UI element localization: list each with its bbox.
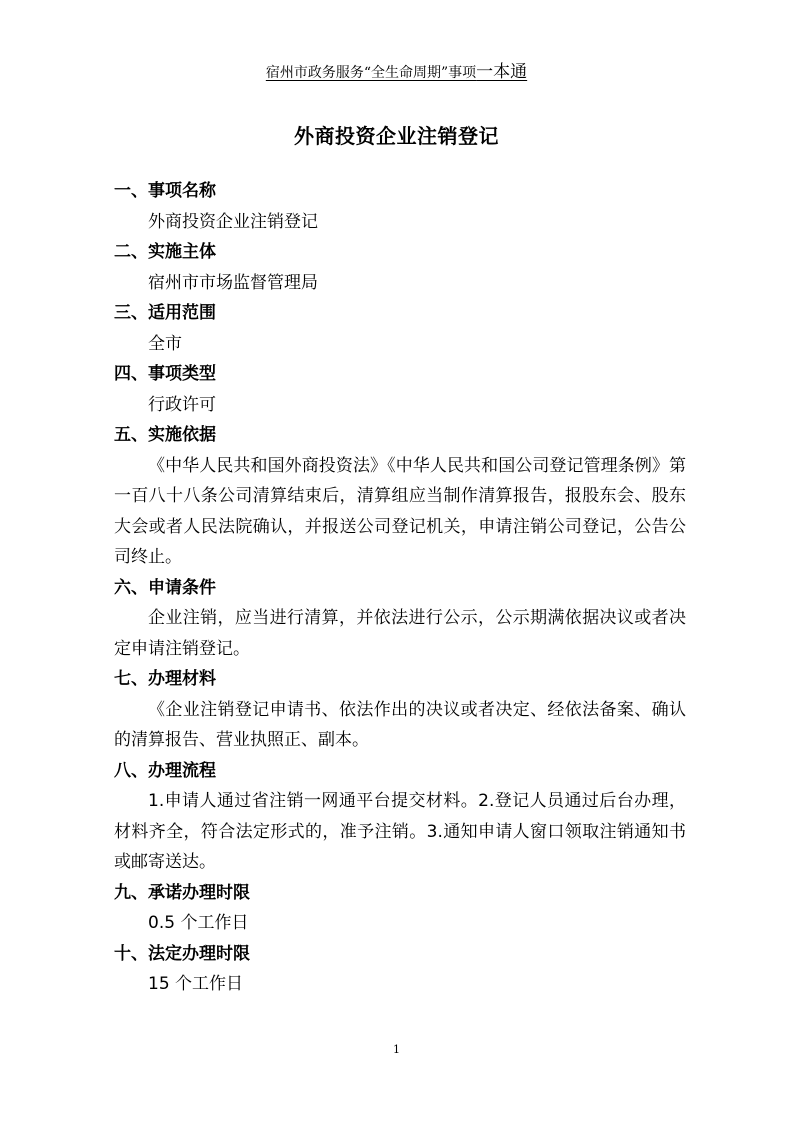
section-heading: 十、法定办理时限 <box>114 943 250 964</box>
section-materials <box>114 664 686 756</box>
section-legal-basis <box>114 420 686 573</box>
section-body: 全市 <box>148 333 182 354</box>
section-heading: 二、实施主体 <box>114 242 216 262</box>
section-heading: 五、实施依据 <box>114 425 216 445</box>
section-heading: 三、适用范围 <box>114 303 216 323</box>
section-promised-time-limit <box>114 878 686 939</box>
section-statutory-time-limit <box>114 939 686 1000</box>
section-heading: 七、办理材料 <box>114 669 216 689</box>
section-body: 企业注销，应当进行清算，并依法进行公示，公示期满依据决议或者决定申请注销登记。 <box>114 608 686 659</box>
section-heading: 四、事项类型 <box>114 364 216 384</box>
section-process <box>114 756 686 878</box>
header-text: 宿州市政务服务“全生命周期”事项 <box>265 65 477 81</box>
section-body: 宿州市市场监督管理局 <box>148 272 318 293</box>
section-heading: 九、承诺办理时限 <box>114 882 250 903</box>
section-body: 《中华人民共和国外商投资法》《中华人民共和国公司登记管理条例》第一百八十八条公司清算结束后，清算组应当制作清算报告，报股东会、股东大会或者人民法院确认，并报送公司登记机关，申请注销公司登记，公告公司终止。 <box>114 455 686 567</box>
document-title: 外商投资企业注销登记 <box>294 124 499 148</box>
section-body: 0.5 个工作日 <box>148 913 249 933</box>
section-heading: 一、事项名称 <box>114 181 216 201</box>
section-item-type <box>114 359 686 420</box>
section-body: 外商投资企业注销登记 <box>148 211 318 232</box>
section-heading: 六、申请条件 <box>114 577 216 598</box>
section-body: 《企业注销登记申请书、依法作出的决议或者决定、经依法备案、确认的清算报告、营业执照正、副本。 <box>114 699 686 750</box>
section-scope <box>114 298 686 359</box>
section-body: 行政许可 <box>148 394 216 415</box>
page-header <box>0 62 793 83</box>
section-heading: 八、办理流程 <box>114 760 216 781</box>
section-body: 15 个工作日 <box>148 974 244 994</box>
page-number: 1 <box>393 1043 400 1056</box>
section-implementing-body <box>114 237 686 298</box>
header-text-tail: 一本通 <box>476 62 528 82</box>
section-body: 1.申请人通过省注销一网通平台提交材料。2.登记人员通过后台办理，材料齐全，符合法定形式的，准予注销。3.通知申请人窗口领取注销通知书或邮寄送达。 <box>114 791 686 872</box>
section-conditions <box>114 573 686 665</box>
section-item-name <box>114 176 686 237</box>
document-body <box>114 176 686 1000</box>
